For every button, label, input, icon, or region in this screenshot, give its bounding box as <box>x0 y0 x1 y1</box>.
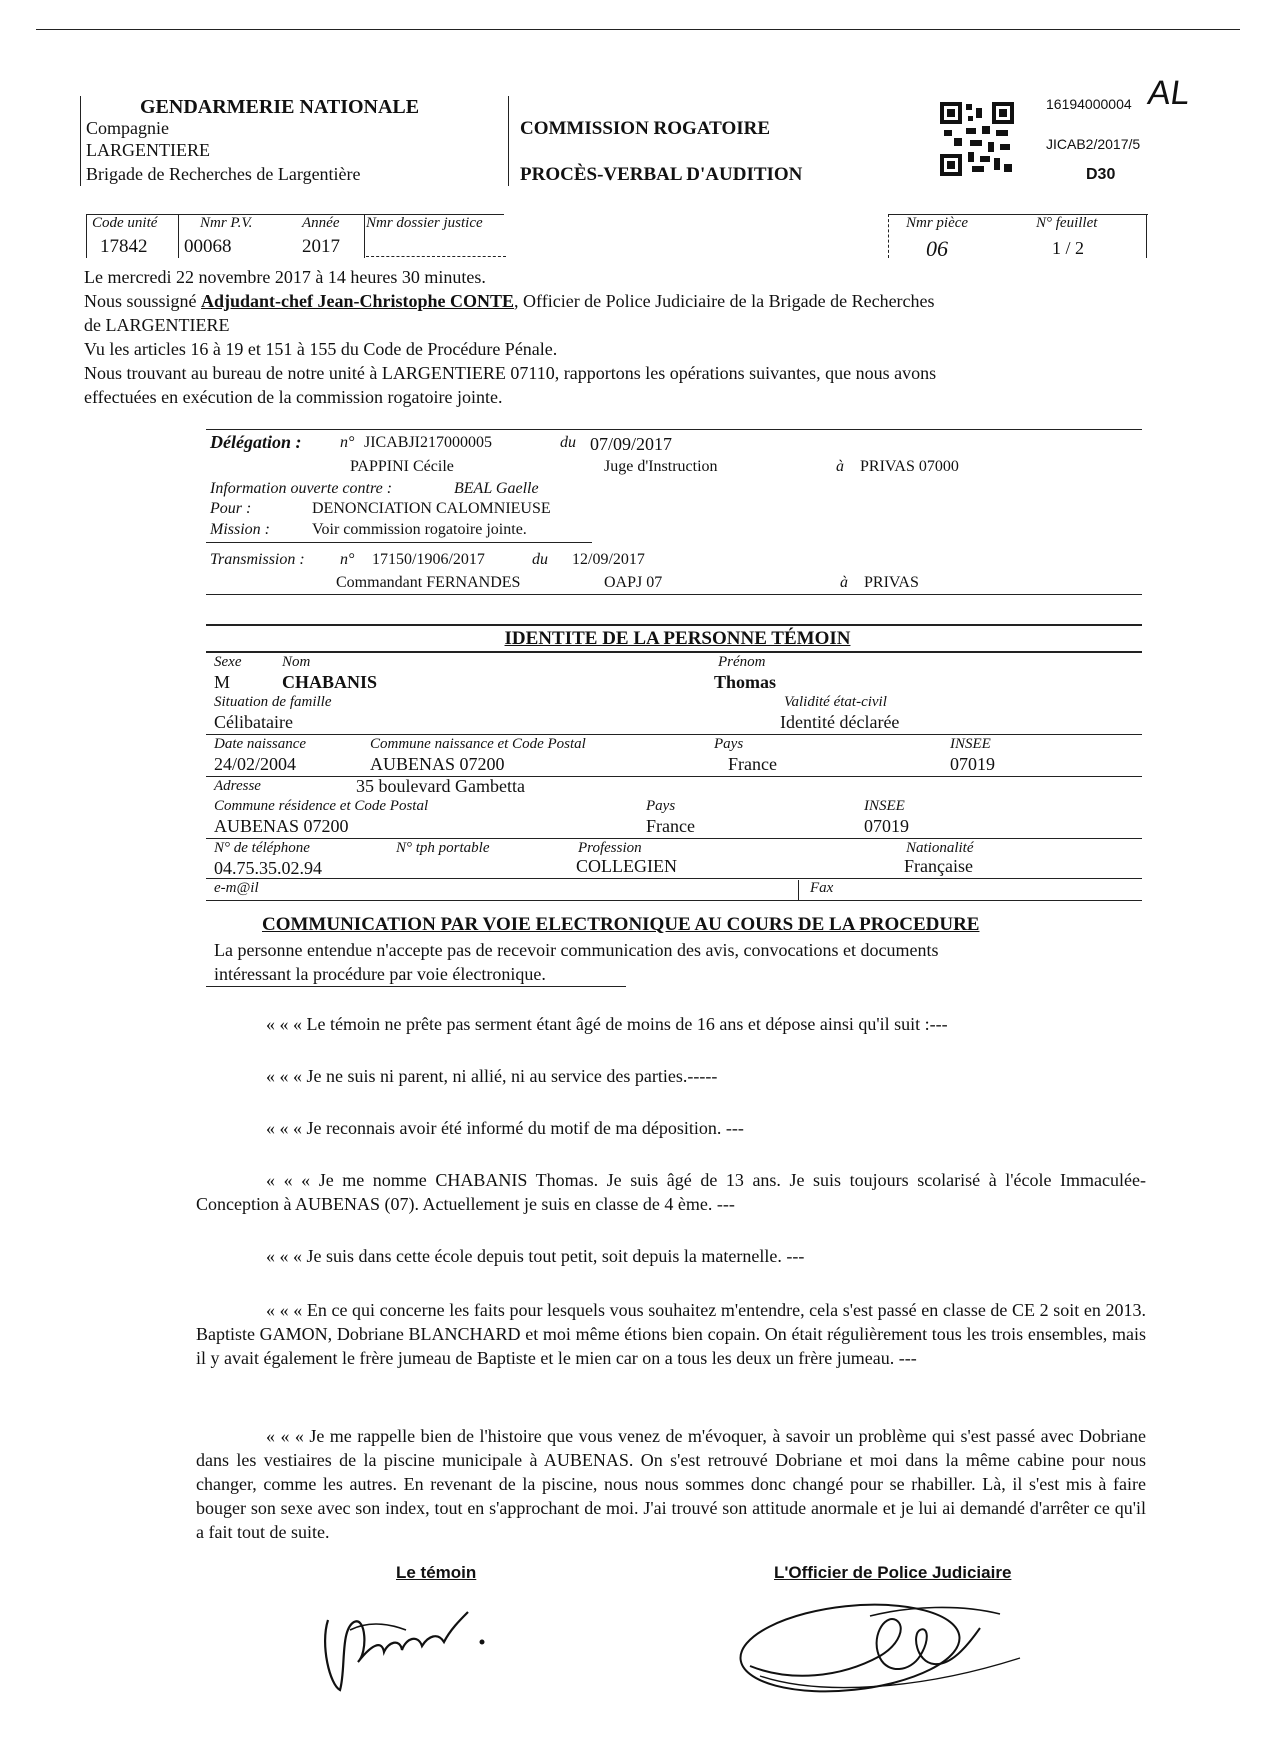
piece-number: 06 <box>926 236 948 261</box>
identity-top-rule <box>206 624 1142 626</box>
compagnie-label: Compagnie <box>86 118 169 138</box>
temoin-signature <box>310 1590 510 1700</box>
prenom-value: Thomas <box>714 672 777 692</box>
intro-articles: Vu les articles 16 à 19 et 151 à 155 du Code de Procédure Pénale. <box>84 339 558 359</box>
statement-4-text: « « « Je me nomme CHABANIS Thomas. Je suis âgé de 13 ans. Je suis toujours scolarisé à l'école Immaculée-Conception à AUBENAS (07). Actuellement je suis en classe de 4 ème. --- <box>196 1170 1146 1214</box>
delegation-rule <box>206 429 1142 430</box>
intro-date: Le mercredi 22 novembre 2017 à 14 heures 30 minutes. <box>84 267 486 287</box>
officier-signature <box>720 1586 1040 1706</box>
ref-code: JICAB2/2017/5 <box>1046 136 1141 152</box>
mission-underline <box>206 542 592 543</box>
statement-1 <box>196 1012 1146 1036</box>
delegation-du-label: du <box>560 434 576 451</box>
identity-row-rule-3 <box>206 838 1142 839</box>
tel-label: N° de téléphone <box>214 840 310 856</box>
identity-heading-text: IDENTITE DE LA PERSONNE TÉMOIN <box>504 628 851 649</box>
statement-5 <box>196 1244 1146 1268</box>
ids-border-3 <box>364 214 365 258</box>
officier-signature-label: L'Officier de Police Judiciaire <box>774 1563 1012 1582</box>
adresse-label: Adresse <box>214 778 261 794</box>
mission-value: Voir commission rogatoire jointe. <box>312 521 527 538</box>
tel-value: 04.75.35.02.94 <box>214 858 322 878</box>
ref-number: 16194000004 <box>1046 96 1132 112</box>
profession-label: Profession <box>578 840 642 856</box>
code-unite: 17842 <box>100 236 148 257</box>
insee-naissance-label: INSEE <box>950 736 991 752</box>
nationalite-value: Française <box>904 856 973 876</box>
nationalite-label: Nationalité <box>906 840 974 856</box>
transmission-n-label: n° <box>340 551 355 568</box>
doc-title-commission: COMMISSION ROGATOIRE <box>520 118 771 139</box>
intro-suffix: , Officier de Police Judiciaire de la Brigade de Recherches <box>514 291 935 311</box>
annee-label: Année <box>302 215 340 231</box>
communication-heading: COMMUNICATION PAR VOIE ELECTRONIQUE AU COURS DE LA PROCEDURE <box>262 914 980 935</box>
sexe-value: M <box>214 672 231 692</box>
situation-value: Célibataire <box>214 712 293 732</box>
qr-code <box>940 102 1014 176</box>
delegation-n-label: n° <box>340 434 355 451</box>
statement-3 <box>196 1116 1146 1140</box>
transmission-place: PRIVAS <box>864 574 919 591</box>
feuillet-label: N° feuillet <box>1036 215 1098 231</box>
header-divider <box>508 96 509 186</box>
portable-label: N° tph portable <box>396 840 490 856</box>
adresse-value: 35 boulevard Gambetta <box>356 776 525 796</box>
transmission-unit: OAPJ 07 <box>604 574 663 591</box>
intro-execution: effectuées en exécution de la commission rogatoire jointe. <box>84 387 503 407</box>
commune-residence: AUBENAS 07200 <box>214 816 349 836</box>
delegation-a-label: à <box>836 458 844 475</box>
statement-7-text: « « « Je me rappelle bien de l'histoire que vous venez de m'évoquer, à savoir un problème qui s'est passé avec Dobriane dans les vestiaires de la piscine municipale à AUBENAS. On s'est retrouvé Dobriane et moi dans la même cabine pour nous changer, comme les autres. En revenant de la piscine, nous nous sommes donc changé pour se rhabiller. Là, il s'est mis à faire bouger son sexe avec son index, tout en s'approchant de moi. J'ai trouvé son attitude anormale et je lui ai demandé d'arrêter ce qu'il a fait tout de suite. <box>196 1426 1146 1542</box>
intro-officer-line <box>84 289 935 313</box>
identity-heading-rule <box>206 651 1142 653</box>
situation-label: Situation de famille <box>214 694 332 710</box>
identity-heading <box>0 628 1275 650</box>
identity-row-rule-2 <box>206 776 1142 777</box>
temoin-signature-label: Le témoin <box>396 1563 477 1582</box>
statement-2-text: « « « Je ne suis ni parent, ni allié, ni au service des parties.----- <box>266 1066 718 1086</box>
transmission-a-label: à <box>840 574 848 591</box>
dossier-line <box>366 256 506 257</box>
statement-5-text: « « « Je suis dans cette école depuis tout petit, soit depuis la maternelle. --- <box>266 1246 805 1266</box>
date-naissance-label: Date naissance <box>214 736 307 752</box>
intro-brigade: de LARGENTIERE <box>84 315 230 335</box>
pays-naissance: France <box>728 754 777 774</box>
piece-left-border <box>888 214 889 258</box>
transmission-rule <box>206 594 1142 595</box>
statement-1-text: « « « Le témoin ne prête pas serment étant âgé de moins de 16 ans et dépose ainsi qu'il suit :--- <box>266 1014 948 1034</box>
intro-location: Nous trouvant au bureau de notre unité à LARGENTIERE 07110, rapportons les opérations suivantes, que nous avons <box>84 363 937 383</box>
nmr-pv-label: Nmr P.V. <box>200 215 253 231</box>
org-name: GENDARMERIE NATIONALE <box>140 96 420 118</box>
compagnie-value: LARGENTIERE <box>86 140 210 160</box>
mission-label: Mission : <box>210 521 270 538</box>
pays-residence: France <box>646 816 695 836</box>
ids-border-2 <box>178 214 179 258</box>
handwritten-mark: AL <box>1145 74 1193 112</box>
pays-residence-label: Pays <box>646 798 676 814</box>
identity-row-rule-1 <box>206 734 1142 735</box>
transmission-du-label: du <box>532 551 548 568</box>
identity-bottom-rule <box>206 900 1142 901</box>
info-label: Information ouverte contre : <box>210 480 393 497</box>
transmission-person: Commandant FERNANDES <box>336 574 521 591</box>
info-value: BEAL Gaelle <box>454 480 539 497</box>
fax-label: Fax <box>810 880 834 896</box>
insee-naissance: 07019 <box>950 754 995 774</box>
validite-value: Identité déclarée <box>780 712 900 732</box>
ref-d: D30 <box>1086 166 1116 183</box>
delegation-place: PRIVAS 07000 <box>860 458 959 475</box>
commune-residence-label: Commune résidence et Code Postal <box>214 798 429 814</box>
commune-naissance-label: Commune naissance et Code Postal <box>370 736 586 752</box>
feuillet: 1 / 2 <box>1052 238 1085 258</box>
identity-row-rule-4 <box>206 878 1142 879</box>
top-rule <box>36 29 1240 30</box>
statement-3-text: « « « Je reconnais avoir été informé du motif de ma déposition. --- <box>266 1118 744 1138</box>
delegation-label: Délégation : <box>210 432 302 452</box>
statement-2 <box>196 1064 1146 1088</box>
statement-6 <box>196 1298 1146 1370</box>
fax-divider <box>798 880 799 900</box>
piece-right-border <box>1146 214 1147 258</box>
statement-6-text: « « « En ce qui concerne les faits pour lesquels vous souhaitez m'entendre, cela s'est passé en classe de CE 2 soit en 2013. Baptiste GAMON, Dobriane BLANCHARD et moi même étions bien copain. On était régulièrement tous les trois ensembles, mais il y avait également le frère jumeau de Baptiste et le mien car on a tous les deux un frère jumeau. --- <box>196 1300 1146 1368</box>
officer-name: Adjudant-chef Jean-Christophe CONTE <box>201 291 515 311</box>
insee-residence-label: INSEE <box>864 798 905 814</box>
commune-naissance: AUBENAS 07200 <box>370 754 505 774</box>
email-label: e-m@il <box>214 880 259 896</box>
pays-naissance-label: Pays <box>714 736 744 752</box>
sexe-label: Sexe <box>214 654 242 670</box>
delegation-date: 07/09/2017 <box>590 434 673 454</box>
dossier-label: Nmr dossier justice <box>366 215 483 231</box>
piece-label: Nmr pièce <box>906 215 969 231</box>
annee: 2017 <box>302 236 340 257</box>
statement-7 <box>196 1424 1146 1544</box>
judge-role: Juge d'Instruction <box>604 458 718 475</box>
profession-value: COLLEGIEN <box>576 856 677 876</box>
transmission-number: 17150/1906/2017 <box>372 551 485 568</box>
pour-value: DENONCIATION CALOMNIEUSE <box>312 500 551 517</box>
statement-4 <box>196 1168 1146 1216</box>
communication-underline <box>206 986 626 987</box>
doc-title-pv: PROCÈS-VERBAL D'AUDITION <box>520 164 803 185</box>
transmission-date: 12/09/2017 <box>572 551 645 568</box>
intro-prefix: Nous soussigné <box>84 291 202 311</box>
transmission-label: Transmission : <box>210 551 305 568</box>
validite-label: Validité état-civil <box>784 694 887 710</box>
insee-residence: 07019 <box>864 816 909 836</box>
date-naissance: 24/02/2004 <box>214 754 297 774</box>
pour-label: Pour : <box>210 500 252 517</box>
nom-value: CHABANIS <box>282 672 378 692</box>
prenom-label: Prénom <box>718 654 766 670</box>
nom-label: Nom <box>282 654 311 670</box>
communication-line2: intéressant la procédure par voie électronique. <box>214 964 546 984</box>
ids-border-1 <box>86 214 87 258</box>
brigade-name: Brigade de Recherches de Largentière <box>86 164 361 184</box>
code-unite-label: Code unité <box>92 215 158 231</box>
nmr-pv: 00068 <box>184 236 232 257</box>
header-left-border <box>80 96 81 186</box>
communication-line1: La personne entendue n'accepte pas de recevoir communication des avis, convocations et documents <box>214 940 939 960</box>
judge-name: PAPPINI Cécile <box>350 458 454 475</box>
delegation-number: JICABJI217000005 <box>364 434 493 451</box>
